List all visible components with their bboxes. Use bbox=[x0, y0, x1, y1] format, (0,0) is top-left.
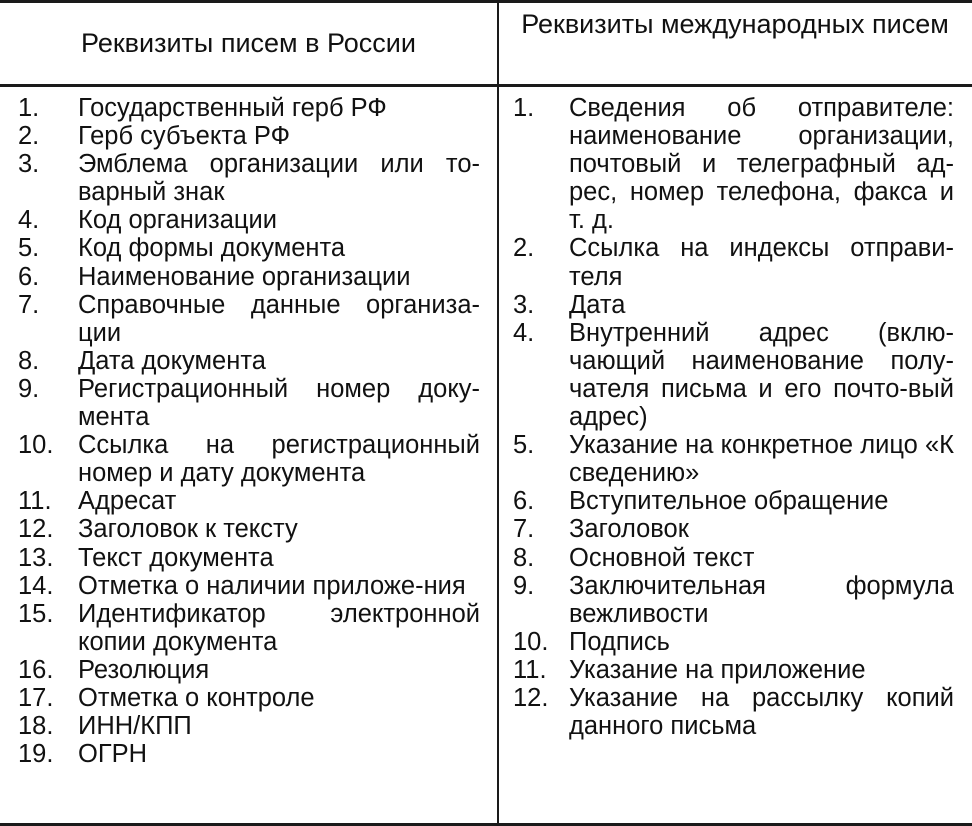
russia-requisite-item-text: Код организации bbox=[78, 206, 278, 235]
russia-requisite-item bbox=[18, 544, 480, 572]
column-divider bbox=[497, 0, 499, 826]
international-requisite-item bbox=[513, 544, 954, 572]
russia-requisite-item-text: Код формы документа bbox=[78, 234, 346, 263]
russia-requisite-item-number: 8. bbox=[18, 346, 40, 375]
russia-requisite-item bbox=[18, 375, 480, 431]
international-requisite-item-text: Заключительная формула вежливости bbox=[569, 571, 954, 628]
russia-requisite-item-number: 3. bbox=[18, 150, 40, 179]
international-requisite-item-number: 6. bbox=[513, 487, 535, 516]
russia-requisite-item bbox=[18, 206, 480, 234]
international-requisite-item bbox=[513, 319, 954, 431]
russia-requisite-item-text: Заголовок к тексту bbox=[78, 515, 298, 544]
international-requisite-item-number: 3. bbox=[513, 290, 535, 319]
russia-requisite-item-number: 4. bbox=[18, 206, 40, 235]
russia-requisite-item-text: Дата документа bbox=[78, 346, 266, 375]
international-requisite-item-number: 5. bbox=[513, 431, 535, 460]
russia-requisite-item bbox=[18, 740, 480, 768]
russia-requisite-item bbox=[18, 234, 480, 262]
russia-requisite-item-number: 5. bbox=[18, 234, 40, 263]
international-requisite-item-text: Указание на приложение bbox=[569, 655, 866, 684]
international-requisite-item bbox=[513, 234, 954, 290]
russia-requisite-item-text: Герб субъекта РФ bbox=[78, 122, 291, 151]
russia-requisite-item bbox=[18, 291, 480, 347]
russia-requisite-item-number: 6. bbox=[18, 262, 40, 291]
russia-requisite-item bbox=[18, 515, 480, 543]
international-requisite-item-number: 7. bbox=[513, 515, 535, 544]
header-russia bbox=[0, 27, 497, 60]
russia-requisite-item-number: 10. bbox=[18, 431, 54, 460]
international-requisite-item-text: Подпись bbox=[569, 627, 670, 656]
russia-requisite-item-number: 18. bbox=[18, 712, 54, 741]
international-requisite-item-text: Заголовок bbox=[569, 515, 689, 544]
header-divider bbox=[0, 84, 972, 87]
russia-requisite-item bbox=[18, 712, 480, 740]
header-russia-text: Реквизиты писем в России bbox=[81, 28, 416, 58]
international-requisite-item bbox=[513, 94, 954, 234]
international-requisite-item-number: 2. bbox=[513, 234, 535, 263]
russia-requisite-item bbox=[18, 600, 480, 656]
russia-requisite-item-text: Отметка о наличии приложе-ния bbox=[78, 571, 466, 600]
russia-requisite-item-text: ИНН/КПП bbox=[78, 712, 192, 741]
russia-requisite-item-number: 15. bbox=[18, 599, 54, 628]
russia-requisite-item-number: 2. bbox=[18, 122, 40, 151]
russia-requisite-item-number: 7. bbox=[18, 290, 40, 319]
international-requisite-item bbox=[513, 291, 954, 319]
international-requisite-item bbox=[513, 656, 954, 684]
russia-requisite-item bbox=[18, 684, 480, 712]
russia-requisite-item bbox=[18, 431, 480, 487]
russia-requisites-list bbox=[18, 94, 480, 768]
international-requisite-item bbox=[513, 431, 954, 487]
russia-requisite-item-number: 17. bbox=[18, 683, 54, 712]
russia-requisite-item-text: Наименование организации bbox=[78, 262, 411, 291]
russia-requisite-item-text: Адресат bbox=[78, 487, 177, 516]
international-requisite-item bbox=[513, 684, 954, 740]
international-requisite-item-number: 1. bbox=[513, 94, 535, 122]
russia-requisite-item-text: Регистрационный номер доку-мента bbox=[78, 374, 480, 432]
international-requisite-item-number: 10. bbox=[513, 627, 549, 656]
international-requisite-item-text: Внутренний адрес (вклю-чающий наименование полу-чателя письма и его почто-вый адрес) bbox=[569, 318, 954, 432]
international-requisite-item-text: Указание на рассылку копий данного письма bbox=[569, 683, 954, 741]
russia-requisite-item-text: Эмблема организации или то-варный знак bbox=[78, 150, 480, 207]
russia-requisite-item bbox=[18, 150, 480, 206]
russia-requisite-item-text: Справочные данные организа-ции bbox=[78, 290, 480, 347]
russia-requisite-item-text: Резолюция bbox=[78, 655, 210, 684]
international-requisite-item-number: 11. bbox=[513, 655, 547, 684]
russia-requisite-item-number: 1. bbox=[18, 94, 40, 122]
international-requisite-item-text: Вступительное обращение bbox=[569, 487, 889, 516]
russia-requisite-item-text: Идентификатор электронной копии документа bbox=[78, 599, 480, 656]
international-requisites-list bbox=[513, 94, 954, 740]
russia-requisite-item-number: 9. bbox=[18, 374, 40, 403]
international-requisite-item-number: 8. bbox=[513, 543, 535, 572]
russia-requisite-item bbox=[18, 656, 480, 684]
international-requisite-item-number: 9. bbox=[513, 571, 535, 600]
russia-requisite-item bbox=[18, 94, 480, 122]
russia-requisite-item-number: 12. bbox=[18, 515, 54, 544]
russia-requisite-item-number: 11. bbox=[18, 487, 52, 516]
international-requisite-item bbox=[513, 487, 954, 515]
russia-requisite-item-text: Текст документа bbox=[78, 543, 274, 572]
international-requisite-item bbox=[513, 572, 954, 628]
international-requisite-item-text: Указание на конкретное лицо «К сведению» bbox=[569, 431, 954, 488]
russia-requisite-item-number: 14. bbox=[18, 571, 54, 600]
russia-requisite-item bbox=[18, 122, 480, 150]
russia-requisite-item-number: 19. bbox=[18, 740, 54, 769]
russia-requisite-item-number: 16. bbox=[18, 655, 54, 684]
russia-requisite-item bbox=[18, 347, 480, 375]
international-requisite-item bbox=[513, 515, 954, 543]
russia-requisite-item bbox=[18, 487, 480, 515]
header-international bbox=[520, 8, 950, 41]
international-requisite-item-text: Дата bbox=[569, 290, 626, 319]
russia-requisite-item-text: Отметка о контроле bbox=[78, 683, 315, 712]
russia-requisite-item-text: ОГРН bbox=[78, 740, 148, 769]
international-requisite-item-text: Основной текст bbox=[569, 543, 755, 572]
header-international-text: Реквизиты международных писем bbox=[521, 9, 949, 39]
russia-requisite-item-text: Государственный герб РФ bbox=[78, 94, 387, 122]
table-top-border bbox=[0, 0, 972, 3]
international-requisite-item-text: Ссылка на индексы отправи-теля bbox=[569, 234, 954, 291]
russia-requisite-item bbox=[18, 572, 480, 600]
russia-requisite-item-number: 13. bbox=[18, 543, 54, 572]
international-requisite-item bbox=[513, 628, 954, 656]
russia-requisite-item bbox=[18, 263, 480, 291]
international-requisite-item-number: 12. bbox=[513, 683, 549, 712]
international-requisite-item-text: Сведения об отправителе: наименование организации, почтовый и телеграфный ад-рес, номер телефона, факса и т. д. bbox=[569, 94, 954, 235]
russia-requisite-item-text: Ссылка на регистрационный номер и дату документа bbox=[78, 431, 480, 488]
international-requisite-item-number: 4. bbox=[513, 318, 535, 347]
